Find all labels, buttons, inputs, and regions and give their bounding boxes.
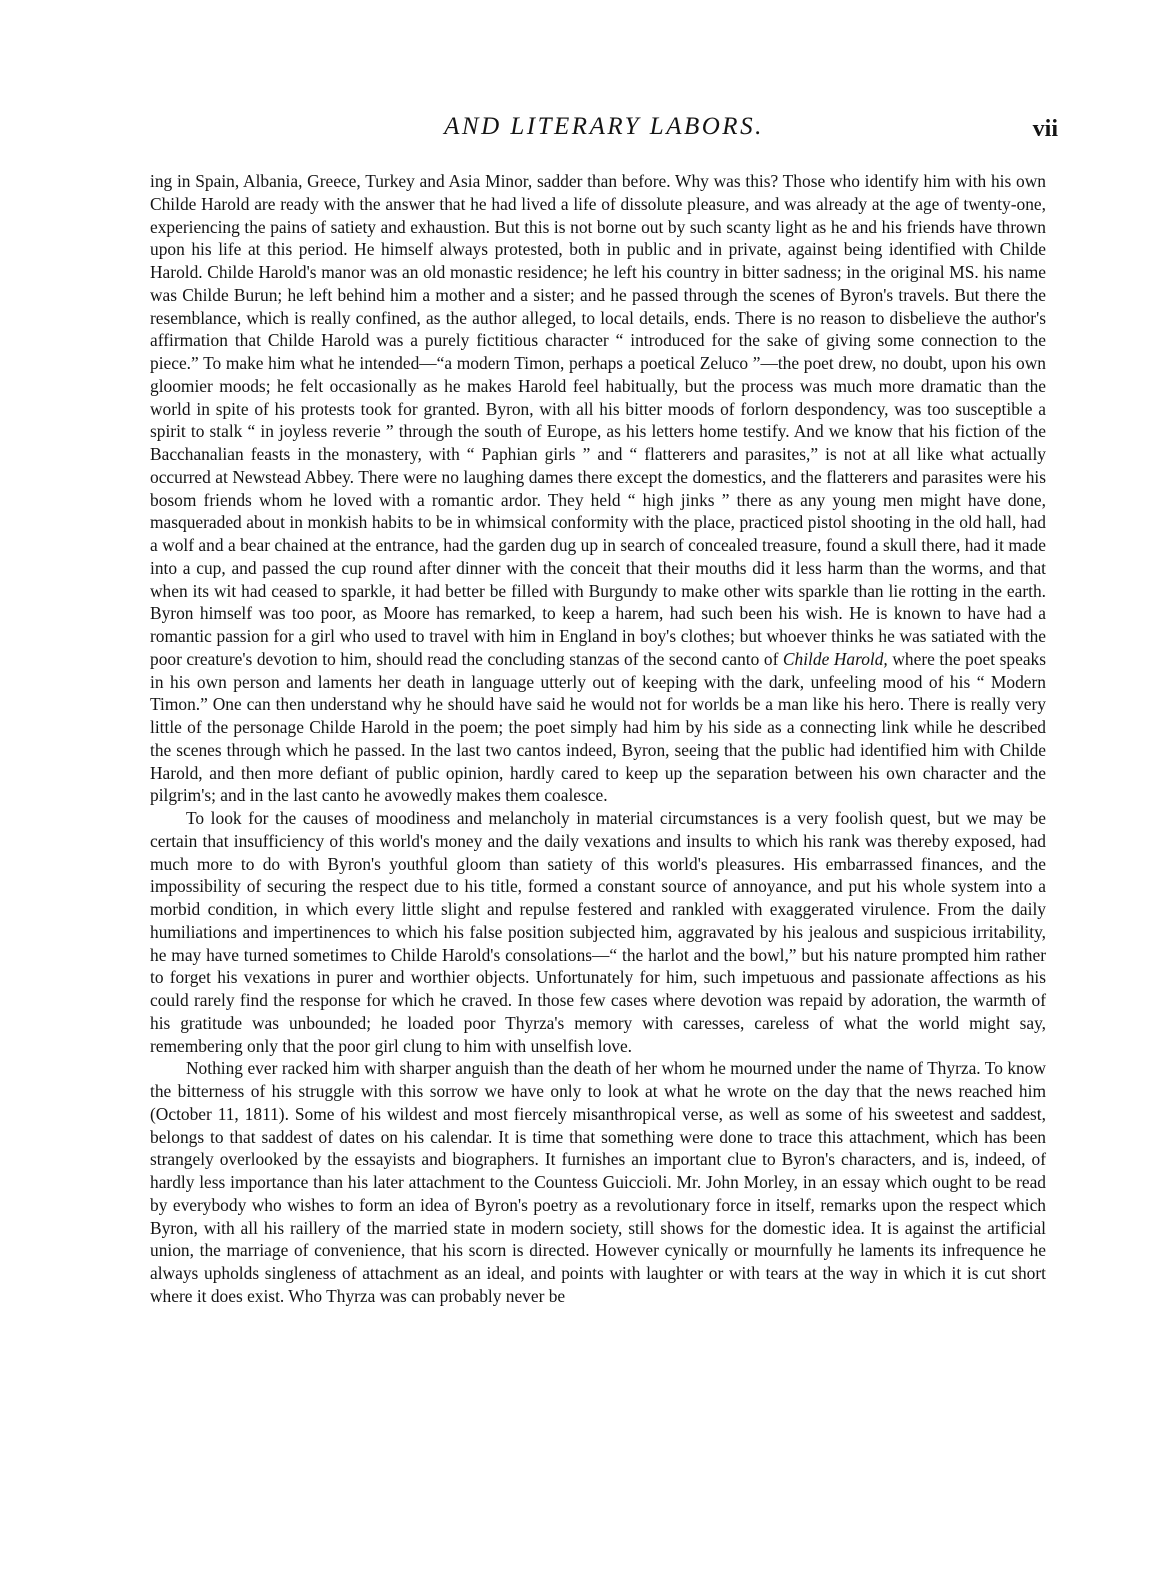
paragraph-1 (150, 170, 1046, 807)
paragraph-3: Nothing ever racked him with sharper anguish than the death of her whom he mourned under the name of Thyrza. To know the bitterness of his struggle with this sorrow we have only to look at what he wrote on the day that the news reached him (October 11, 1811). Some of his wildest and most fiercely misanthropical verse, as well as some of his sweetest and saddest, belongs to that saddest of dates on his calendar. It is time that something were done to trace this attachment, which has been strangely overlooked by the essayists and biographers. It furnishes an important clue to Byron's characters, and is, indeed, of hardly less importance than his later attachment to the Countess Guiccioli. Mr. John Morley, in an essay which ought to be read by everybody who wishes to form an idea of Byron's poetry as a revolutionary force in itself, remarks upon the respect which Byron, with all his raillery of the married state in modern society, still shows for the domestic idea. It is against the artificial union, the marriage of convenience, that his scorn is directed. However cynically or mournfully he laments its infrequence he always upholds singleness of attachment as an ideal, and points with laughter or with tears at the way in which it is cut short where it does exist. Who Thyrza was can probably never be (150, 1058, 1046, 1306)
paragraph-1-text: ing in Spain, Albania, Greece, Turkey and Asia Minor, sadder than before. Why was this? Those who identify him with his own Childe Harold are ready with the answer that he had lived a life of dissolute pleasure, and was already at the age of twenty-one, experiencing the pains of satiety and exhaustion. But this is not borne out by such scanty light as he and his friends have thrown upon his life at this period. He himself always protested, both in public and in private, against being identified with Childe Harold. Childe Harold's manor was an old monastic residence; he left his country in bitter sadness; in the original MS. his name was Childe Burun; he left behind him a mother and a sister; and he passed through the scenes of Byron's travels. But there the resemblance, which is really confined, as the author alleged, to local details, ends. There is no reason to disbelieve the author's affirmation that Childe Harold was a purely fictitious character “ introduced for the sake of giving some connection to the piece.” To make him what he intended—“a modern Timon, perhaps a poetical Zeluco ”—the poet drew, no doubt, upon his own gloomier moods; he felt occasionally as he makes Harold feel habitually, but the process was much more dramatic than the world in spite of his protests took for granted. Byron, with all his bitter moods of forlorn despondency, was too susceptible a spirit to stalk “ in joyless reverie ” through the south of Europe, as his letters home testify. And we know that his fiction of the Bacchanalian feasts in the monastery, with “ Paphian girls ” and “ flatterers and parasites,” is not at all like what actually occurred at Newstead Abbey. There were no laughing dames there except the domestics, and the flatterers and parasites were his bosom friends whom he loved with a romantic ardor. They held “ high jinks ” there as any young men might have done, masqueraded about in monkish habits to be in whimsical conformity with the place, practiced pistol shooting in the old hall, had a wolf and a bear chained at the entrance, had the garden dug up in search of concealed treasure, found a skull there, had it made into a cup, and passed the cup round after dinner with the conceit that their mouths did it less harm than the worms, and that when its wit had ceased to sparkle, it had better be filled with Burgundy to make other wits sparkle than lie rotting in the earth. Byron himself was too poor, as Moore has remarked, to keep a harem, had such been his wish. He is known to have had a romantic passion for a girl who used to travel with him in England in boy's clothes; but whoever thinks he was satiated with the poor creature's devotion to him, should read the concluding stanzas of the second canto of (150, 171, 1046, 669)
italic-title: Childe Harold, (782, 648, 888, 669)
body-text (150, 170, 1046, 1308)
running-head (150, 112, 1058, 148)
paragraph-1-text-continued: where the poet speaks in his own person and laments her death in language utterly out of keeping with the dark, unfeeling mood of his “ Modern Timon.” One can then understand why he should have said he would not for worlds be a man like his hero. There is really very little of the personage Childe Harold in the poem; the poet simply had him by his side as a connecting link while he described the scenes through which he passed. In the last two cantos indeed, Byron, seeing that the public had identified him with Childe Harold, and then more defiant of public opinion, hardly cared to keep up the separation between his own character and the pilgrim's; and in the last canto he avowedly makes them coalesce. (150, 648, 1047, 806)
paragraph-2: To look for the causes of moodiness and melancholy in material circumstances is a very foolish quest, but we may be certain that insufficiency of this world's money and the daily vexations and insults to which his rank was thereby exposed, had much more to do with Byron's youthful gloom than satiety of this world's pleasures. His embarrassed finances, and the impossibility of securing the respect due to his title, formed a constant source of annoyance, and put his whole system into a morbid condition, in which every little slight and repulse festered and rankled with exaggerated virulence. From the daily humiliations and impertinences to which his false position subjected him, aggravated by his jealous and suspicious irritability, he may have turned sometimes to Childe Harold's consolations—“ the harlot and the bowl,” but his nature prompted him rather to forget his vexations in purer and worthier objects. Unfortunately for him, such impetuous and passionate affections as his could rarely find the response for which he craved. In those few cases where devotion was repaid by adoration, the warmth of his gratitude was unbounded; he loaded poor Thyrza's memory with caresses, careless of what the world might say, remembering only that the poor girl clung to him with unselfish love. (150, 808, 1046, 1056)
running-title: AND LITERARY LABORS. (444, 113, 764, 140)
page-number: vii (1032, 116, 1058, 142)
